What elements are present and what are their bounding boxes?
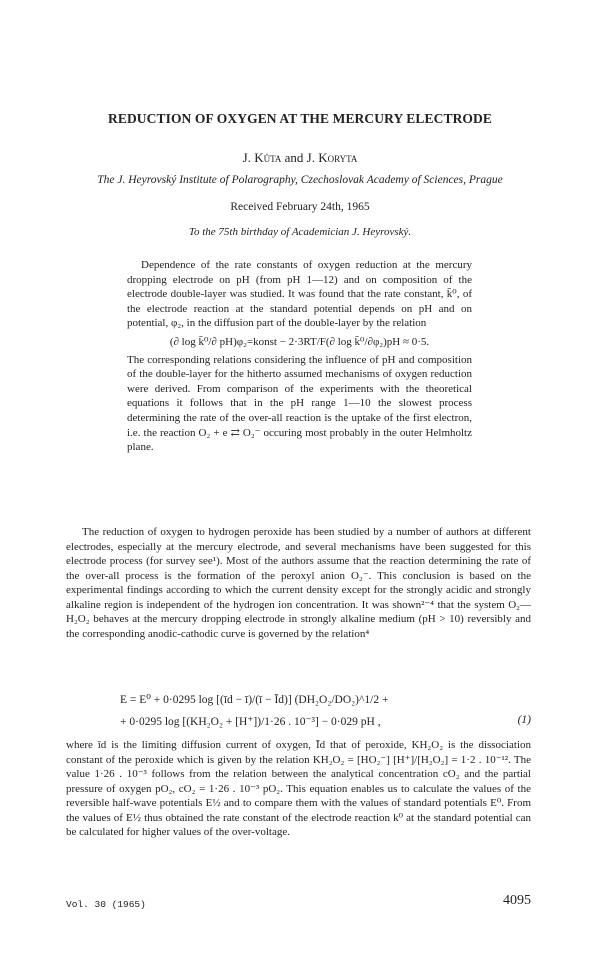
body-paragraph-2: where īd is the limiting diffusion current of oxygen, Īd that of peroxide, KH₂O₂ is the dissociation constant of the peroxide which is given by the relation KH₂O₂ = [HO₂⁻] [H⁺]/[H₂O₂] = 1·2 . 10⁻¹². The value 1·26 . 10⁻³ follows from the relation between the analytical concentration cO₂ and the partial pressure of oxygen pO₂, cO₂ = 1·26 . 10⁻³ pO₂. This equation enables us to calculate the values of the reversible half-wave potentials E½ and to compare them with the values of standard potentials E⁰. From the values of E½ thus obtained the rate constant of the electrode reaction k⁰ at the standard potential can be calculated for higher values of the over-voltage.: [66, 739, 531, 838]
page-number: 4095: [503, 893, 531, 908]
authors-mid: and J.: [281, 150, 319, 165]
abstract-paragraph-2: The corresponding relations considering the influence of pH and composition of the double-layer for the hitherto assumed mechanisms of oxygen reduction were derived. From comparison of the experiments with the theoretical equations it follows that in the pH range 1—10 the slowest process determining the rate of the over-all reaction is the uptake of the first electron, i.e. the reaction O₂ + e ⇄ O₂⁻ occuring most probably in the outer Helmholtz plane.: [127, 353, 472, 454]
received-date: Received February 24th, 1965: [230, 201, 370, 213]
authors: [0, 150, 600, 166]
equation-line-1: E = E⁰ + 0·0295 log [(īd − ī)/(ī − Īd)] (DH₂O₂/DO₂)^1/2 +: [120, 694, 389, 706]
affiliation: The J. Heyrovský Institute of Polarography, Czechoslovak Academy of Sciences, Prague: [97, 174, 503, 186]
body-paragraph-1: The reduction of oxygen to hydrogen peroxide has been studied by a number of authors at different electrodes, especially at the mercury electrode, and several mechanisms have been suggested for this electrode process (for survey see¹). Most of the authors assume that the reaction determining the rate of the over-all process is the formation of the peroxyl anion O₂⁻. This conclusion is based on the experimental findings according to which the current density except for the strongly acidic and strongly alkaline region is independent of the hydrogen ion concentration. It was shown²⁻⁴ that the system O₂—H₂O₂ behaves at the mercury dropping electrode in strongly alkaline medium (pH > 10) reversibly and the corresponding anodic-cathodic curve is governed by the relation⁴: [66, 526, 531, 640]
equation-line-2: + 0·0295 log [(KH₂O₂ + [H⁺])/1·26 . 10⁻³] − 0·029 pH ,: [120, 716, 381, 728]
abstract: [127, 258, 472, 455]
footer-volume: Vol. 30 (1965): [66, 899, 146, 910]
abstract-equation: (∂ log k̄⁰/∂ pH)φ₂=konst − 2·3RT/F(∂ log k̄⁰/∂φ₂)pH ≈ 0·5.: [169, 335, 430, 348]
authors-prefix: J.: [242, 150, 255, 165]
author-kuta: Kůta: [254, 150, 282, 165]
body-text: [66, 525, 531, 641]
dedication: To the 75th birthday of Academician J. Heyrovský.: [188, 226, 412, 238]
abstract-paragraph-1: Dependence of the rate constants of oxygen reduction at the mercury dropping electrode on pH (from pH 1—12) and on composition of the electrode double-layer was studied. It was found that the rate constant, k̄⁰, of the electrode reaction at the standard potential depends on pH and on potential, φ₂, in the diffusion part of the double-layer by the relation: [127, 259, 472, 330]
equation-number: (1): [517, 714, 531, 726]
article-title: REDUCTION OF OXYGEN AT THE MERCURY ELECTRODE: [108, 111, 492, 126]
body-text-continued: [66, 738, 531, 840]
author-koryta: Koryta: [318, 150, 358, 165]
